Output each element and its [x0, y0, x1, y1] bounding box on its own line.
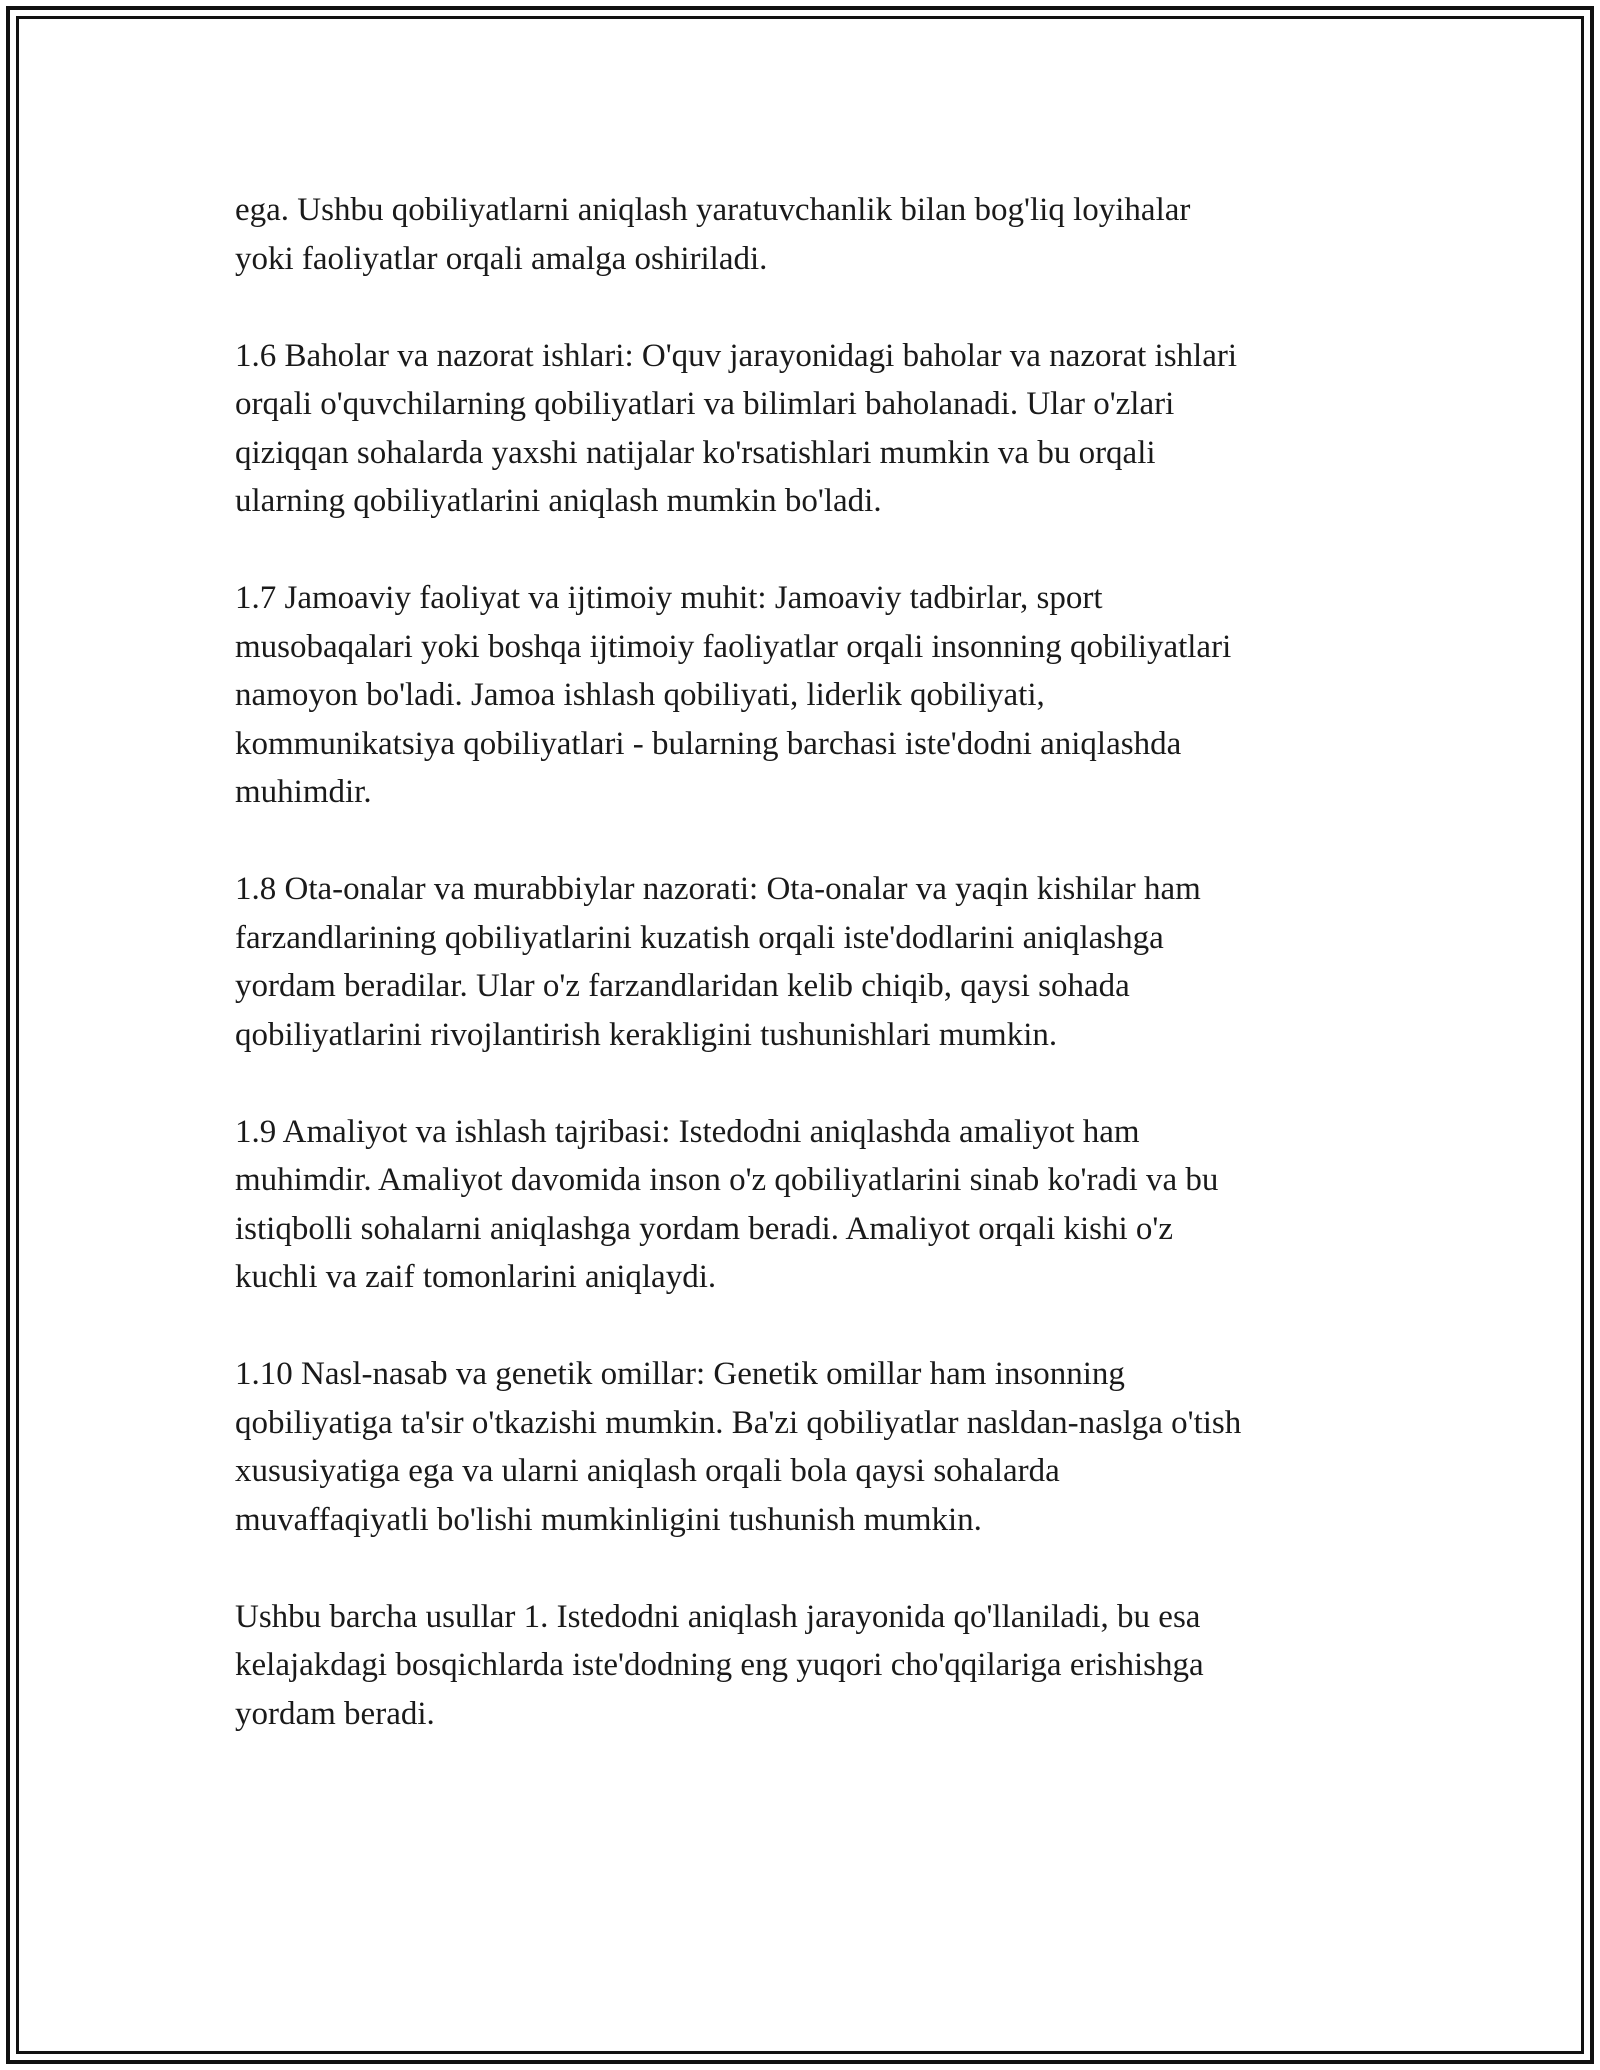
paragraph-conclusion: Ushbu barcha usullar 1. Istedodni aniqlash jarayonida qo'llaniladi, bu esa kelajakdagi bosqichlarda iste'dodning eng yuqori cho'qqilariga erishishga yordam beradi. [235, 1598, 1204, 1732]
paragraph-1-8-parents-and-coaches: 1.8 Ota-onalar va murabbiylar nazorati: Ota-onalar va yaqin kishilar ham farzandlarining qobiliyatlarini kuzatish orqali iste'dodlarini aniqlashga yordam beradilar. Ular o'z farzandlaridan kelib chiqib, qaysi sohada qobiliyatlarini rivojlantirish kerakligini tushunishlari mumkin. [235, 871, 1201, 1053]
paragraph-1-6-grades-and-tests: 1.6 Baholar va nazorat ishlari: O'quv jarayonidagi baholar va nazorat ishlari orqali o'quvchilarning qobiliyatlari va bilimlari baholanadi. Ular o'zlari qiziqqan sohalarda yaxshi natijalar ko'rsatishlari mumkin va bu orqali ularning qobiliyatlarini aniqlash mumkin bo'ladi. [235, 337, 1238, 519]
paragraph-1-10-genetic-factors: 1.10 Nasl-nasab va genetik omillar: Genetik omillar ham insonning qobiliyatiga ta'sir o'tkazishi mumkin. Ba'zi qobiliyatlar nasldan-naslga o'tish xususiyatiga ega va ularni aniqlash orqali bola qaysi sohalarda muvaffaqiyatli bo'lishi mumkinligini tushunish mumkin. [235, 1356, 1242, 1538]
paragraph-1-9-practice-and-experience: 1.9 Amaliyot va ishlash tajribasi: Istedodni aniqlashda amaliyot ham muhimdir. Amaliyot davomida inson o'z qobiliyatlarini sinab ko'radi va bu istiqbolli sohalarni aniqlashga yordam beradi. Amaliyot orqali kishi o'z kuchli va zaif tomonlarini aniqlaydi. [235, 1113, 1219, 1295]
paragraph-intro-continuation: ega. Ushbu qobiliyatlarni aniqlash yaratuvchanlik bilan bog'liq loyihalar yoki faoliyatlar orqali amalga oshiriladi. [235, 192, 1191, 277]
paragraph-1-7-team-activity: 1.7 Jamoaviy faoliyat va ijtimoiy muhit: Jamoaviy tadbirlar, sport musobaqalari yoki boshqa ijtimoiy faoliyatlar orqali insonning qobiliyatlari namoyon bo'ladi. Jamoa ishlash qobiliyati, liderlik qobiliyati, kommunikatsiya qobiliyatlari - bularning barchasi iste'dodni aniqlashda muhimdir. [235, 580, 1232, 810]
document-body [235, 186, 1365, 1787]
